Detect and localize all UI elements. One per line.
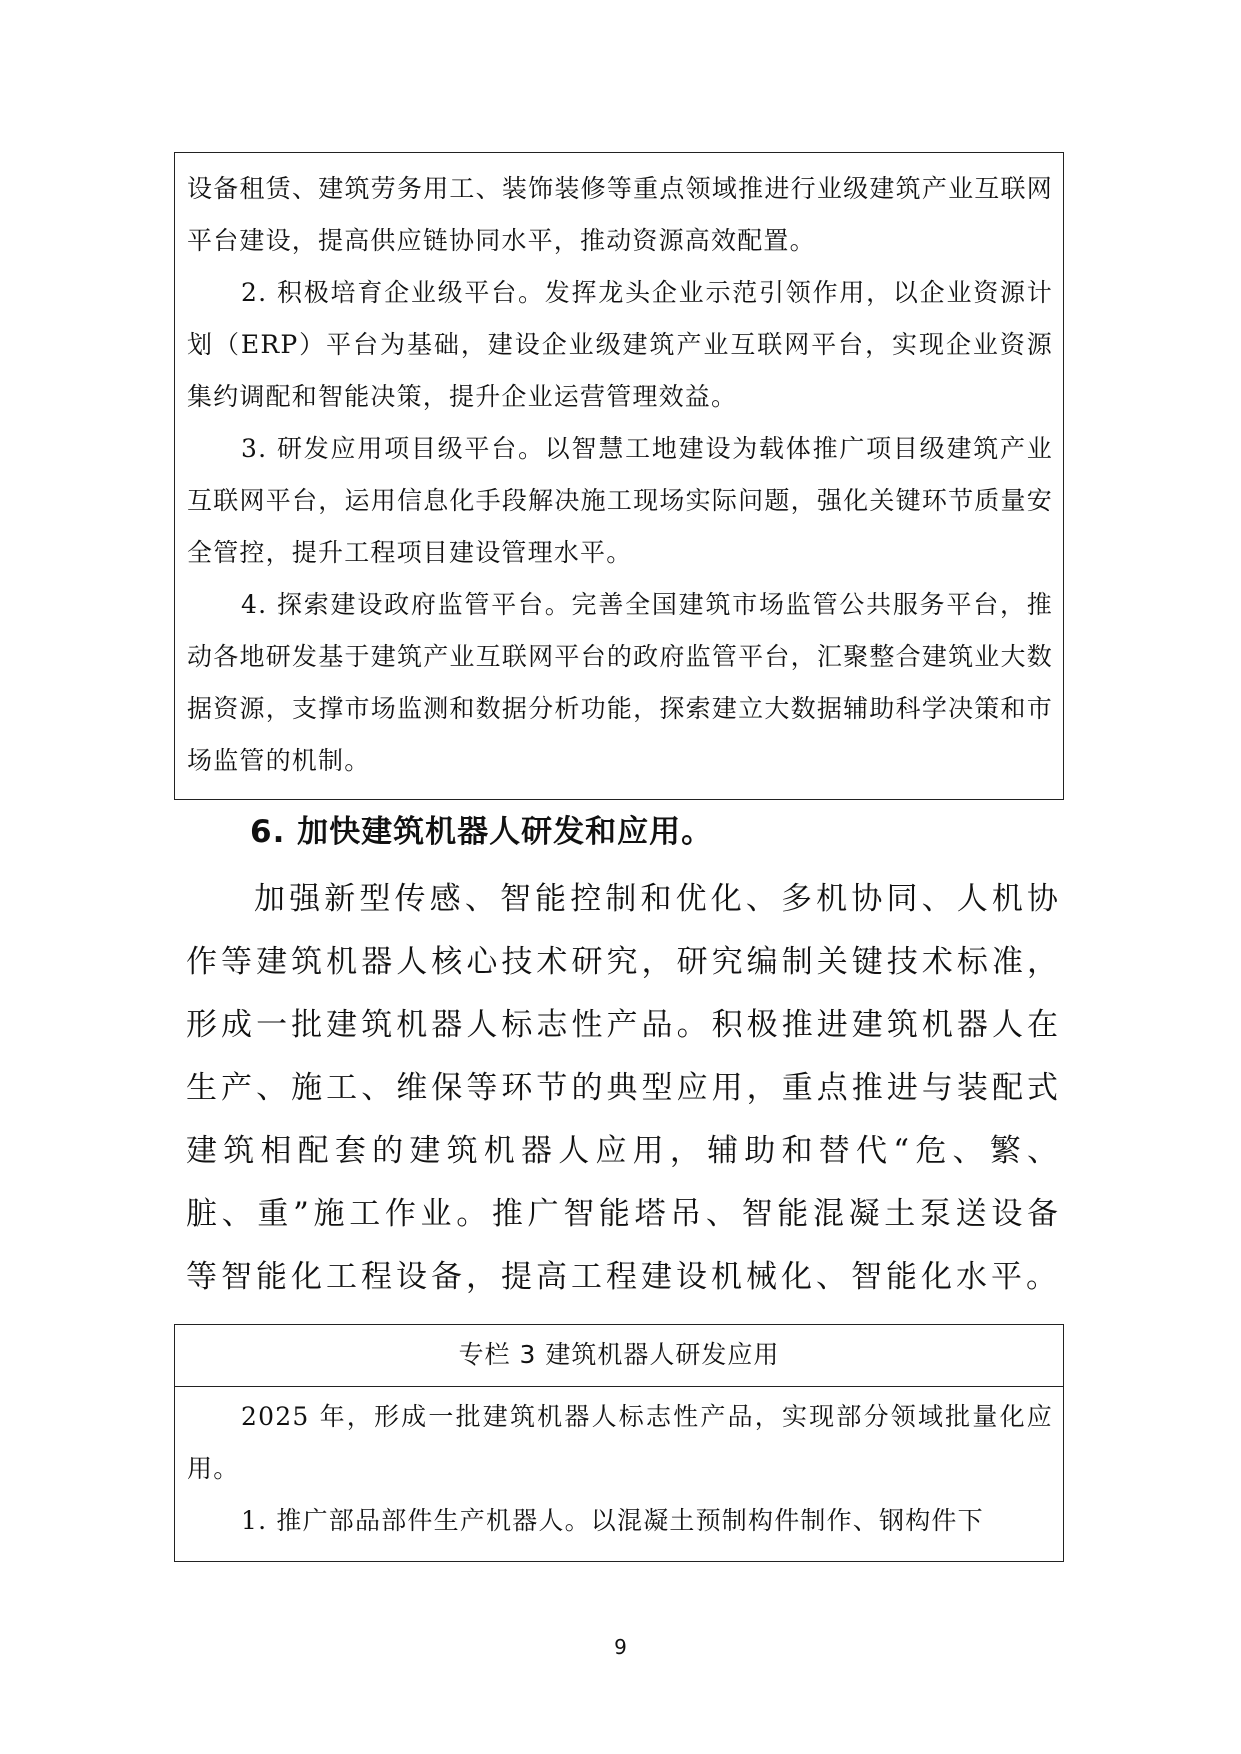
- section-body: [186, 868, 1062, 1309]
- column-box-body: [175, 1387, 1063, 1547]
- body-paragraph: 加强新型传感、智能控制和优化、多机协同、人机协作等建筑机器人核心技术研究，研究编制关键技术标准，形成一批建筑机器人标志性产品。积极推进建筑机器人在生产、施工、维保等环节的典型应用，重点推进与装配式建筑相配套的建筑机器人应用，辅助和替代“危、繁、脏、重”施工作业。推广智能塔吊、智能混凝土泵送设备等智能化工程设备，提高工程建设机械化、智能化水平。: [186, 881, 1062, 1295]
- box-paragraph: 3. 研发应用项目级平台。以智慧工地建设为载体推广项目级建筑产业互联网平台，运用信息化手段解决施工现场实际问题，强化关键环节质量安全管控，提升工程项目建设管理水平。: [187, 434, 1053, 567]
- page-number: 9: [614, 1635, 627, 1659]
- box-paragraph: 1. 推广部品部件生产机器人。以混凝土预制构件制作、钢构件下: [241, 1506, 984, 1535]
- column-box-3: [174, 1324, 1064, 1562]
- section-heading: 6. 加快建筑机器人研发和应用。: [250, 814, 714, 850]
- column-box-continued: [174, 152, 1064, 800]
- box-paragraph: 2025 年，形成一批建筑机器人标志性产品，实现部分领域批量化应用。: [187, 1402, 1053, 1483]
- box-paragraph: 设备租赁、建筑劳务用工、装饰装修等重点领域推进行业级建筑产业互联网平台建设，提高供应链协同水平，推动资源高效配置。: [187, 174, 1053, 255]
- box-paragraph: 2. 积极培育企业级平台。发挥龙头企业示范引领作用，以企业资源计划（ERP）平台为基础，建设企业级建筑产业互联网平台，实现企业资源集约调配和智能决策，提升企业运营管理效益。: [187, 278, 1053, 411]
- column-box-title: 专栏 3 建筑机器人研发应用: [175, 1325, 1063, 1387]
- box-paragraph: 4. 探索建设政府监管平台。完善全国建筑市场监管公共服务平台，推动各地研发基于建筑产业互联网平台的政府监管平台，汇聚整合建筑业大数据资源，支撑市场监测和数据分析功能，探索建立大数据辅助科学决策和市场监管的机制。: [187, 590, 1053, 775]
